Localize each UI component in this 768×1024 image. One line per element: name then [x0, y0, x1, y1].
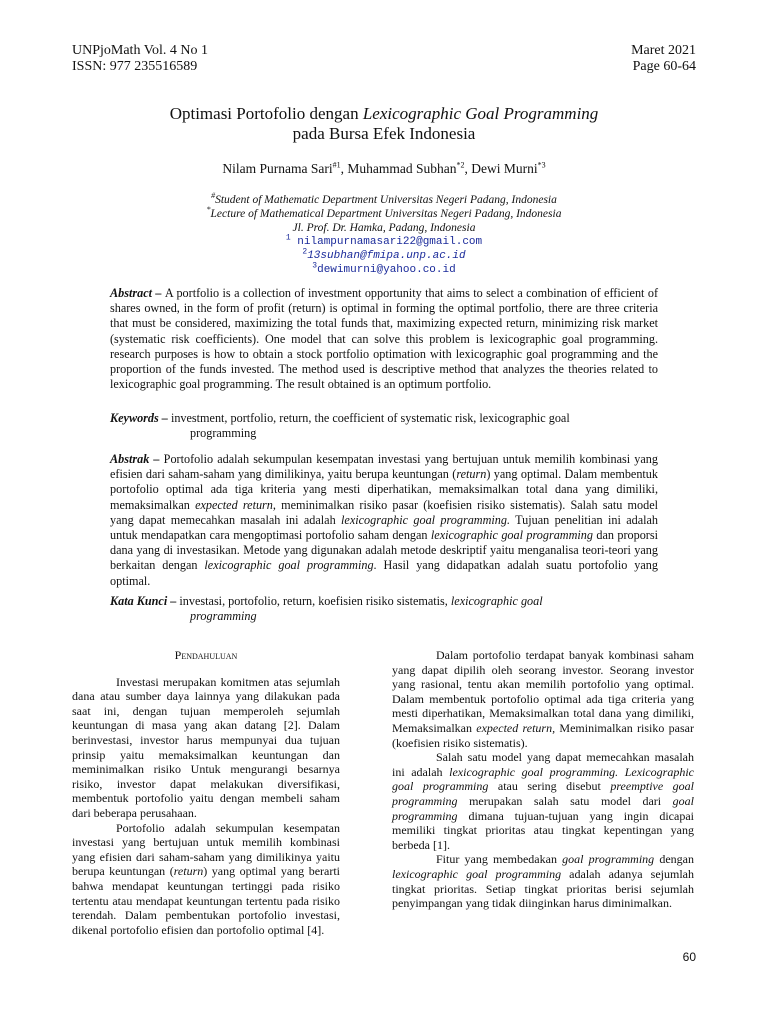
right-column — [392, 648, 694, 911]
abstract-english: Abstract – A portfolio is a collection of investment opportunity that aims to select a combination of efficient of shares owned, in the form of profit (return) is optimal in forming the optimal portfolio, there are three criteria that must be considered, maximizing the total funds that, maximizing expected return, minimizing risk market (systematic risk coefficients). One model that can solve this problem is lexicographic goal programming. research purposes is how to obtain a stock portfolio optimation with lexicographic goal programming and the proportion of the funds invested. The method used is descriptive method that analyzes the theories related to lexicographic goal programming. The result obtained is an optimum portfolio. — [110, 286, 658, 392]
paragraph: Investasi merupakan komitmen atas sejumlah dana atau sumber daya lainnya yang dilakukan pada saat ini, dengan tujuan memperoleh sejumlah keuntungan di masa yang akan datang [2]. Dalam berinvestasi, investor harus mempunyai dua tujuan prinsip yaitu memaksimalkan keuntungan dan meminimalkan risiko Untuk mengurangi besarnya risiko, investor dapat melakukan diversifikasi, membentuk portofolio yaitu dengan membeli saham dari beberapa perusahaan. — [72, 674, 340, 820]
page-range: Page 60-64 — [632, 59, 696, 74]
page-number: 60 — [682, 950, 696, 964]
address: Jl. Prof. Dr. Hamka, Padang, Indonesia — [292, 222, 476, 234]
email-link[interactable]: nilampurnamasari22@gmail.com — [290, 236, 483, 248]
paper-title: Optimasi Portofolio dengan Lexicographic Goal Programming pada Bursa Efek Indonesia — [169, 104, 599, 143]
paragraph: Portofolio adalah sekumpulan kesempatan investasi yang bertujuan untuk memilih kombinasi yang efisien dari saham-saham yang dimilikinya yaitu berupa keuntungan (return) yang optimal yang berarti bahwa mendapat keuntungan tertinggi pada risiko tertentu atau mendapat keuntungan tertentu pada risiko terendah. Dalam pembentukan portofolio investasi, dikenal portofolio efisien dan portofolio optimal [4]. — [72, 820, 341, 937]
affiliation-lecture: Lecture of Mathematical Department Universitas Negeri Padang, Indonesia — [210, 208, 562, 220]
left-column — [72, 648, 340, 937]
issue-date: Maret 2021 — [631, 43, 696, 58]
email-link[interactable]: dewimurni@yahoo.co.id — [317, 264, 456, 276]
affiliations: #Student of Mathematic Department Universitas Negeri Padang, Indonesia *Lecture of Mathematical Department Universitas Negeri Padang, Indonesia Jl. Prof. Dr. Hamka, Padang, Indonesia $^1$ nilampurnamasari22@gmail.com $^2$13subhan@fmipa.unp.ac.id $^3$dewimurni@yahoo.co.id — [72, 193, 696, 277]
email-link[interactable]: 13subhan@fmipa.unp.ac.id — [307, 250, 466, 262]
abstract-indonesian: Abstrak – Portofolio adalah sekumpulan kesempatan investasi yang bertujuan untuk memilih kombinasi yang efisien dari saham-saham yang dimilikinya, yaitu berupa keuntungan (return) yang optimal. Dalam membentuk portofolio optimal ada tiga kriteria yang mesti diperhatikan, memaksimalkan total dana yang dimiliki, memaksimalkan expected return, meminimalkan risiko pasar (koefisien risiko sistematis). Salah satu model yang dapat memecahkan masalah ini adalah lexicographic goal programming. Tujuan penelitian ini adalah untuk mendapatkan cara mengoptimasi portofolio saham dengan lexicographic goal programming dan proporsi dana yang di investasikan. Metode yang digunakan adalah metode deskriptif yaitu menganalisa teori-teori yang berkaitan dengan lexicographic goal programming. Hasil yang didapatkan adalah suatu portofolio yang optimal. — [110, 452, 658, 588]
date-header — [631, 43, 696, 75]
author-list: Nilam Purnama Sari$^{\#1}$, Muhammad Subhan$^{*2}$, Dewi Murni$^{*3}$ — [222, 160, 546, 176]
paragraph: Salah satu model yang dapat memecahkan masalah ini adalah lexicographic goal programming. Lexicographic goal programming atau sering disebut preemptive goal programming merupakan salah satu model dari goal programming dimana tujuan-tujuan yang ingin dicapai memiliki tingkat prioritas atau tingkat kepentingan yang berbeda [1]. — [392, 750, 695, 852]
journal-header — [72, 43, 208, 75]
paragraph: Fitur yang membedakan goal programming dengan lexicographic goal programming adalah adanya sejumlah tingkat prioritas. Setiap tingkat prioritas berisi sejumlah penyimpangan yang tidak diinginkan harus diminimalkan. — [392, 852, 694, 911]
keywords-indonesian: Kata Kunci – investasi, portofolio, return, koefisien risiko sistematis, lexicographic goal programming — [110, 594, 543, 624]
journal-name: UNPjoMath Vol. 4 No 1 — [72, 43, 209, 58]
section-heading: Pendahuluan — [174, 648, 238, 662]
affiliation-student: Student of Mathematic Department Universitas Negeri Padang, Indonesia — [215, 194, 557, 206]
issn: ISSN: 977 235516589 — [72, 59, 198, 74]
paragraph: Dalam portofolio terdapat banyak kombinasi saham yang dapat dipilih oleh seorang investor. Seorang investor yang rasional, tentu akan memilih portofolio yang optimal. Dalam membentuk portofolio optimal ada tiga criteria yang mesti diperhatikan, Memaksimalkan total dana yang dimiliki, Memaksimalkan expected return, Meminimalkan risiko pasar (koefisien risiko sistematis). — [392, 648, 694, 750]
keywords-english: Keywords – investment, portfolio, return, the coefficient of systematic risk, lexicographic goal programming — [110, 411, 570, 441]
